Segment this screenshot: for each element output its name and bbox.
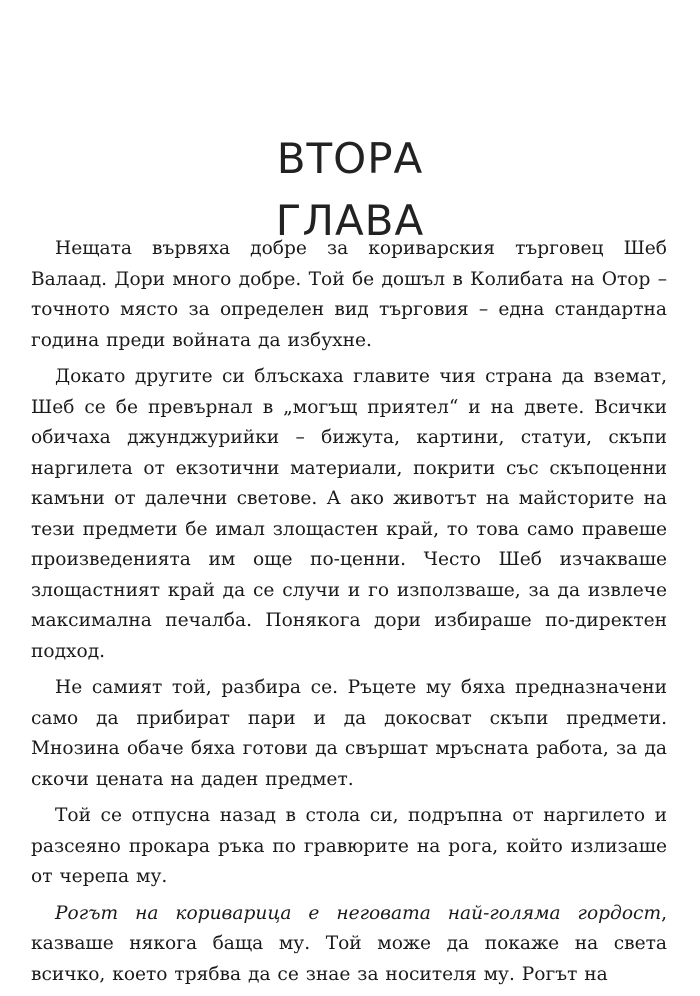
paragraph-4: Той се отпусна назад в стола си, подръпна от наргилето и разсеяно прокара ръка по гравюрите на рога, който излизаше от черепа му. [31, 805, 667, 887]
paragraph-1: Нещата вървяха добре за кориварския търговец Шеб Валаад. Дори много добре. Той бе дошъл в Колибата на Отор – точното място за определен вид търговия – една стандартна година преди войната да избухне. [31, 238, 667, 351]
paragraph-5-italic: Рогът на кориварица е неговата най-голяма гордост [55, 902, 662, 924]
chapter-body [31, 234, 667, 996]
paragraph-5-text: , казваше някога баща му. Той може да покаже на света всичко, което трябва да се знае за носителя му. Рогът на [31, 902, 667, 985]
paragraph-3: Не самият той, разбира се. Ръцете му бяха предназначени само да прибират пари и да докосват скъпи предмети. Мнозина обаче бяха готови да свършат мръсната работа, за да скочи цената на даден предмет. [31, 677, 667, 790]
paragraph-2: Докато другите си блъскаха главите чия страна да вземат, Шеб се бе превърнал в „могъщ приятел“ и на двете. Всички обичаха джунджурийки – бижута, картини, статуи, скъпи наргилета от екзотични материали, покрити със скъпоценни камъни от далечни светове. А ако животът на майсторите на тези предмети бе имал злощастен край, то това само правеше произведенията им още по-ценни. Често Шеб изчакваше злощастният край да се случи и го използваше, за да извлече максимална печалба. Понякога дори избираше по-директен подход. [31, 366, 667, 662]
chapter-title-line-2: ГЛАВА [275, 196, 425, 246]
chapter-title-line-1: ВТОРА [276, 134, 424, 184]
paragraph-5 [31, 899, 667, 991]
